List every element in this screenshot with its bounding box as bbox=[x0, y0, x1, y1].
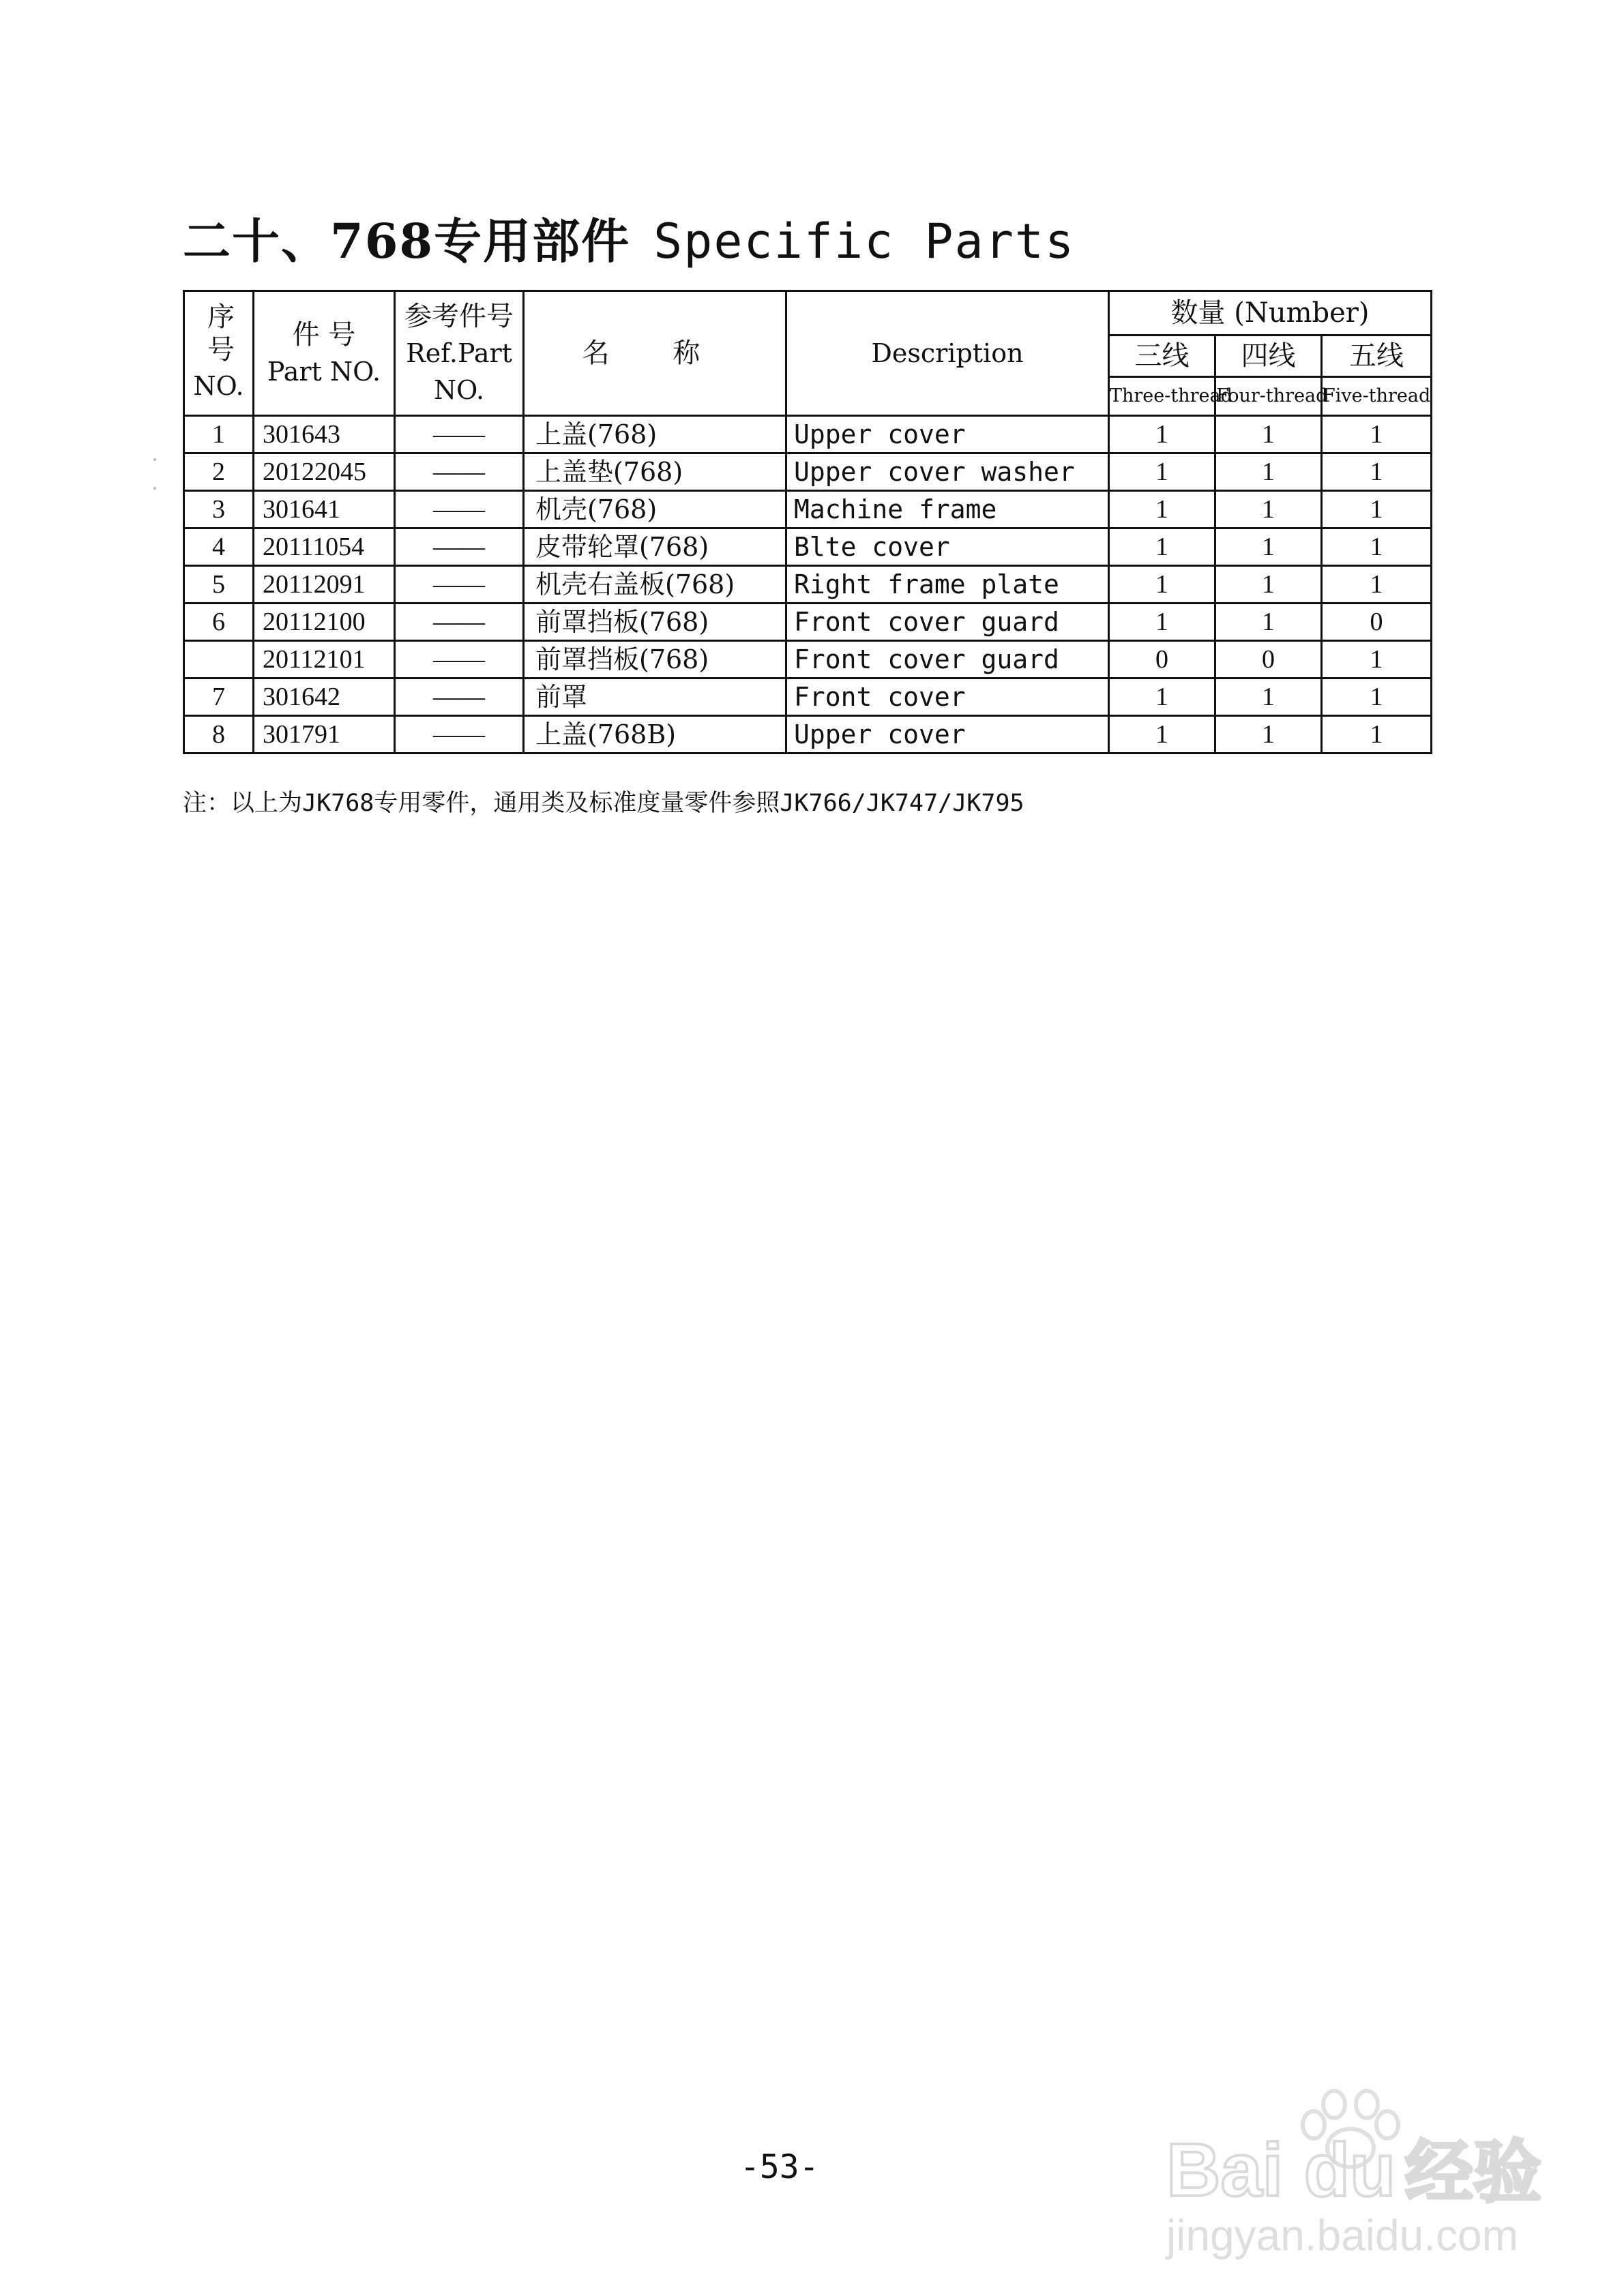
header-five-en: Five-thread bbox=[1322, 377, 1432, 416]
title-zh: 二十、768专用部件 bbox=[183, 213, 631, 269]
cell-qty-three: 1 bbox=[1109, 716, 1215, 754]
svg-text:jingyan.baidu.com: jingyan.baidu.com bbox=[1166, 2211, 1518, 2260]
cell-description: Right frame plate bbox=[786, 566, 1109, 603]
cell-ref: —— bbox=[395, 491, 524, 528]
header-five-zh: 五线 bbox=[1322, 336, 1432, 377]
cell-qty-three: 1 bbox=[1109, 566, 1215, 603]
footnote: 注：以上为JK768专用零件，通用类及标准度量零件参照JK766/JK747/JK795 bbox=[183, 790, 1024, 817]
cell-name-zh: 前罩挡板(768) bbox=[524, 603, 786, 641]
cell-no: 1 bbox=[184, 416, 254, 453]
cell-description: Blte cover bbox=[786, 528, 1109, 566]
header-no-en: NO. bbox=[193, 371, 244, 401]
cell-description: Front cover bbox=[786, 679, 1109, 716]
cell-qty-three: 1 bbox=[1109, 453, 1215, 491]
page-title bbox=[183, 203, 1075, 272]
table-row bbox=[184, 416, 1432, 453]
table-row bbox=[184, 679, 1432, 716]
cell-qty-four: 1 bbox=[1215, 566, 1322, 603]
svg-text:经验: 经验 bbox=[1405, 2132, 1541, 2212]
table-row bbox=[184, 716, 1432, 754]
cell-description: Front cover guard bbox=[786, 641, 1109, 679]
cell-qty-five: 1 bbox=[1322, 566, 1432, 603]
header-ref-en-2: NO. bbox=[433, 375, 485, 405]
cell-qty-five: 1 bbox=[1322, 416, 1432, 453]
cell-description: Upper cover bbox=[786, 716, 1109, 754]
cell-no: 4 bbox=[184, 528, 254, 566]
cell-qty-three: 1 bbox=[1109, 491, 1215, 528]
cell-qty-four: 1 bbox=[1215, 679, 1322, 716]
header-three-zh: 三线 bbox=[1109, 336, 1215, 377]
cell-qty-four: 1 bbox=[1215, 603, 1322, 641]
cell-qty-three: 0 bbox=[1109, 641, 1215, 679]
cell-qty-four: 1 bbox=[1215, 716, 1322, 754]
cell-name-zh: 上盖(768B) bbox=[524, 716, 786, 754]
cell-ref: —— bbox=[395, 716, 524, 754]
header-ref-en-1: Ref.Part bbox=[406, 338, 512, 368]
header-three-en: Three-thread bbox=[1109, 377, 1215, 416]
cell-qty-four: 1 bbox=[1215, 491, 1322, 528]
baidu-jingyan-watermark bbox=[1153, 2059, 1548, 2264]
cell-qty-four: 1 bbox=[1215, 453, 1322, 491]
cell-qty-four: 1 bbox=[1215, 528, 1322, 566]
header-four-zh: 四线 bbox=[1215, 336, 1322, 377]
cell-ref: —— bbox=[395, 641, 524, 679]
header-description-en: Description bbox=[871, 338, 1024, 368]
cell-part-no: 20112101 bbox=[254, 641, 395, 679]
cell-qty-three: 1 bbox=[1109, 416, 1215, 453]
cell-name-zh: 皮带轮罩(768) bbox=[524, 528, 786, 566]
header-description bbox=[786, 291, 1109, 416]
page-number: -53- bbox=[740, 2148, 819, 2186]
title-en: Specific Parts bbox=[653, 213, 1076, 269]
cell-qty-four: 1 bbox=[1215, 416, 1322, 453]
cell-no: 5 bbox=[184, 566, 254, 603]
cell-ref: —— bbox=[395, 679, 524, 716]
header-name bbox=[524, 291, 786, 416]
header-part-en: Part NO. bbox=[267, 357, 381, 387]
cell-qty-five: 1 bbox=[1322, 528, 1432, 566]
cell-part-no: 20112091 bbox=[254, 566, 395, 603]
cell-name-zh: 上盖(768) bbox=[524, 416, 786, 453]
cell-ref: —— bbox=[395, 566, 524, 603]
cell-no: 8 bbox=[184, 716, 254, 754]
header-ref bbox=[395, 291, 524, 416]
header-part bbox=[254, 291, 395, 416]
cell-part-no: 20112100 bbox=[254, 603, 395, 641]
cell-description: Upper cover bbox=[786, 416, 1109, 453]
table-row bbox=[184, 603, 1432, 641]
cell-ref: —— bbox=[395, 416, 524, 453]
header-four-en: Four-thread bbox=[1215, 377, 1322, 416]
cell-part-no: 301642 bbox=[254, 679, 395, 716]
table-row bbox=[184, 453, 1432, 491]
cell-part-no: 20122045 bbox=[254, 453, 395, 491]
cell-no: 6 bbox=[184, 603, 254, 641]
header-quantity bbox=[1109, 291, 1432, 336]
cell-no: 3 bbox=[184, 491, 254, 528]
cell-no: 7 bbox=[184, 679, 254, 716]
cell-qty-four: 0 bbox=[1215, 641, 1322, 679]
cell-name-zh: 前罩挡板(768) bbox=[524, 641, 786, 679]
cell-qty-five: 1 bbox=[1322, 453, 1432, 491]
table-row bbox=[184, 641, 1432, 679]
cell-qty-five: 0 bbox=[1322, 603, 1432, 641]
scan-specks bbox=[151, 456, 160, 496]
header-quantity-label: 数量 (Number) bbox=[1170, 297, 1370, 329]
header-ref-zh: 参考件号 bbox=[404, 301, 514, 332]
cell-ref: —— bbox=[395, 603, 524, 641]
cell-qty-five: 1 bbox=[1322, 491, 1432, 528]
cell-part-no: 20111054 bbox=[254, 528, 395, 566]
header-part-zh: 件 号 bbox=[292, 319, 356, 351]
header-name-zh: 名 称 bbox=[582, 338, 728, 369]
table-row bbox=[184, 491, 1432, 528]
header-no-zh: 序号 bbox=[203, 302, 235, 368]
cell-qty-five: 1 bbox=[1322, 641, 1432, 679]
cell-name-zh: 机壳右盖板(768) bbox=[524, 566, 786, 603]
cell-qty-three: 1 bbox=[1109, 603, 1215, 641]
cell-ref: —— bbox=[395, 453, 524, 491]
cell-qty-three: 1 bbox=[1109, 528, 1215, 566]
cell-no: 2 bbox=[184, 453, 254, 491]
cell-description: Upper cover washer bbox=[786, 453, 1109, 491]
cell-ref: —— bbox=[395, 528, 524, 566]
parts-table bbox=[183, 290, 1432, 754]
cell-name-zh: 上盖垫(768) bbox=[524, 453, 786, 491]
header-no bbox=[184, 291, 254, 416]
cell-name-zh: 机壳(768) bbox=[524, 491, 786, 528]
cell-name-zh: 前罩 bbox=[524, 679, 786, 716]
cell-qty-five: 1 bbox=[1322, 679, 1432, 716]
table-row bbox=[184, 566, 1432, 603]
table-row bbox=[184, 528, 1432, 566]
cell-part-no: 301791 bbox=[254, 716, 395, 754]
svg-text:Bai du: Bai du bbox=[1166, 2128, 1396, 2212]
cell-part-no: 301641 bbox=[254, 491, 395, 528]
cell-qty-five: 1 bbox=[1322, 716, 1432, 754]
cell-no bbox=[184, 641, 254, 679]
cell-description: Machine frame bbox=[786, 491, 1109, 528]
cell-part-no: 301643 bbox=[254, 416, 395, 453]
cell-description: Front cover guard bbox=[786, 603, 1109, 641]
cell-qty-three: 1 bbox=[1109, 679, 1215, 716]
